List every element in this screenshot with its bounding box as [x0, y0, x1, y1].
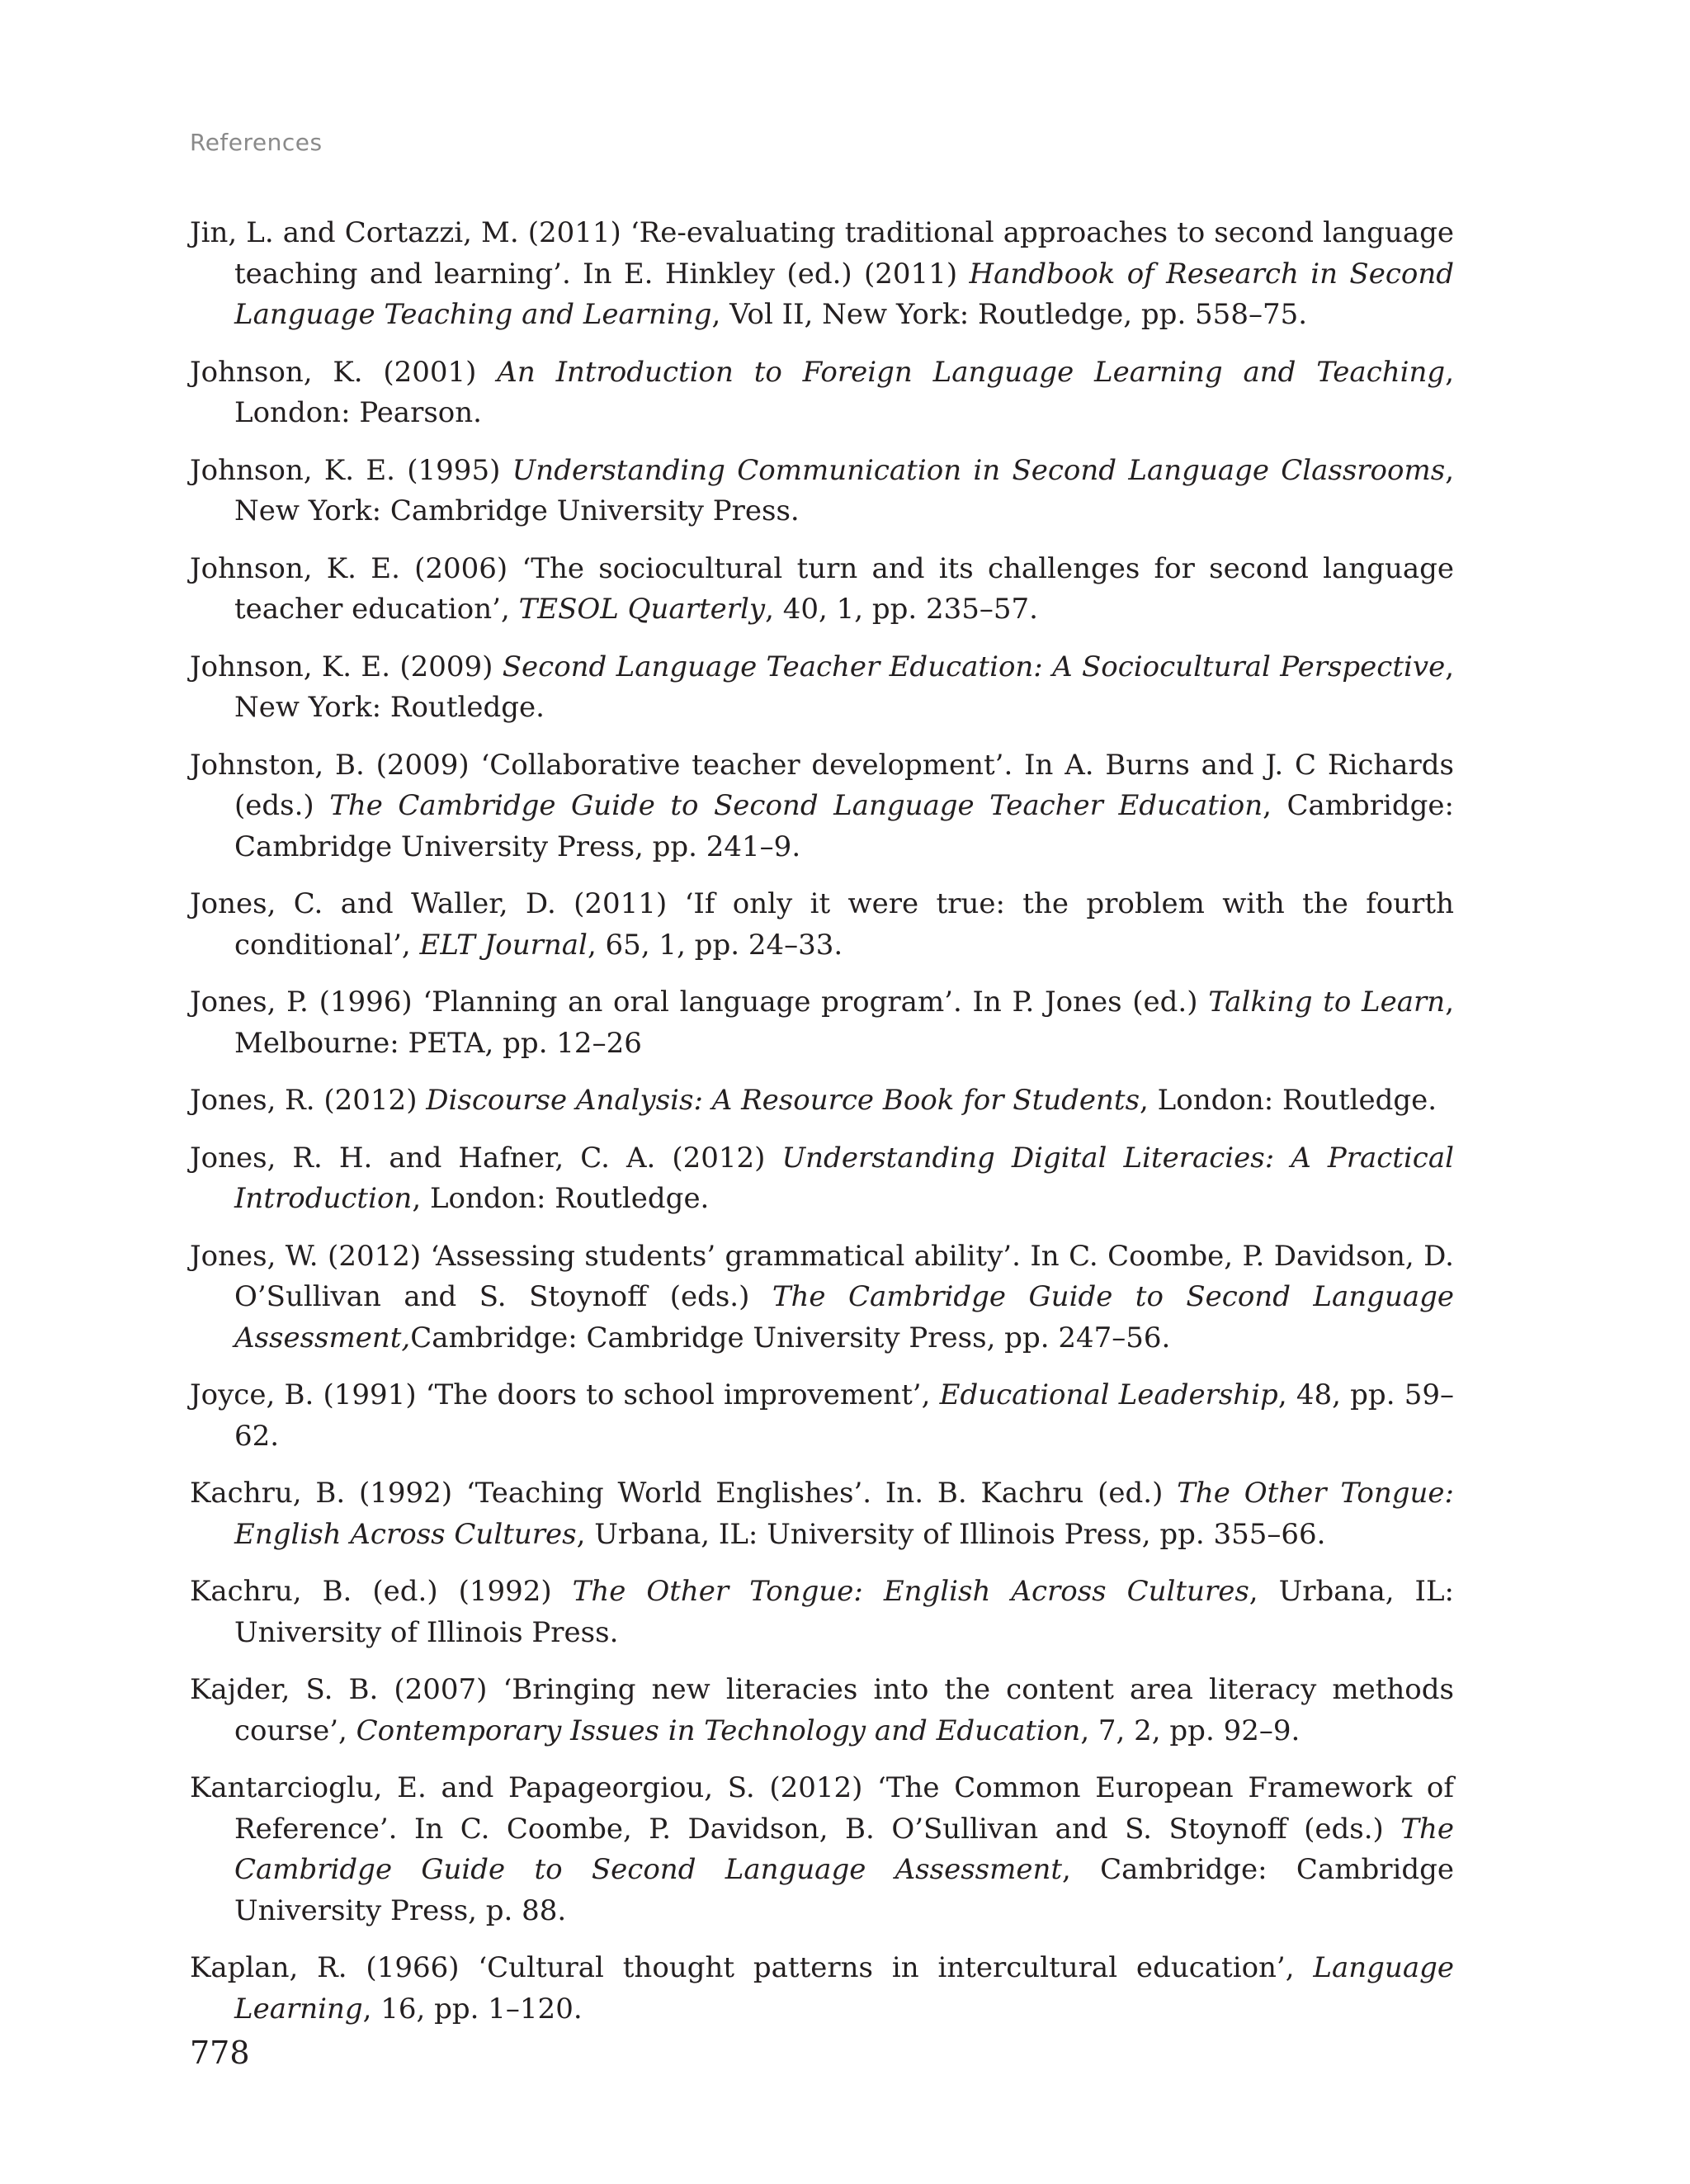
reference-text: , 48, pp. 59–62.	[234, 1378, 1454, 1453]
reference-title: Understanding Digital Literacies: A Practical Introduction	[234, 1141, 1454, 1215]
reference-text: , Cambridge: Cambridge University Press, pp. 241–9.	[234, 789, 1455, 863]
reference-text: , London: Routledge.	[412, 1182, 710, 1215]
reference-title: Handbook of Research in Second Language Teaching and Learning	[234, 257, 1454, 331]
reference-text: Kachru, B. (ed.) (1992)	[190, 1575, 573, 1608]
reference-text: Jones, P. (1996) ‘Planning an oral language program’. In P. Jones (ed.)	[190, 986, 1209, 1019]
reference-entry	[190, 1572, 1454, 1653]
reference-text: Johnson, K. (2001)	[190, 355, 498, 389]
reference-title: The Cambridge Guide to Second Language Teacher Education	[329, 789, 1263, 822]
reference-text: , New York: Cambridge University Press.	[234, 453, 1454, 527]
reference-text: , 65, 1, pp. 24–33.	[587, 928, 843, 962]
reference-text: , Urbana, IL: University of Illinois Press.	[234, 1575, 1454, 1649]
reference-text: Cambridge: Cambridge University Press, pp. 247–56.	[410, 1321, 1171, 1354]
reference-text: Johnson, K. E. (1995)	[190, 453, 512, 487]
reference-text: Kantarcioglu, E. and Papageorgiou, S. (2012) ‘The Common European Framework of Reference’. In C. Coombe, P. Davidson, B. O’Sullivan and S. Stoynoff (eds.)	[190, 1771, 1454, 1846]
reference-text: Johnston, B. (2009) ‘Collaborative teacher development’. In A. Burns and J. C Richards (eds.)	[190, 748, 1454, 822]
reference-text: Jones, R. (2012)	[190, 1084, 427, 1117]
reference-title: The Other Tongue: English Across Cultures	[234, 1477, 1454, 1551]
reference-entry	[190, 1375, 1454, 1457]
reference-text: , London: Pearson.	[234, 355, 1454, 429]
running-head: References	[190, 129, 323, 156]
reference-text: Jones, C. and Waller, D. (2011) ‘If only it were true: the problem with the fourth conditional’,	[190, 887, 1454, 962]
reference-title: Language Learning	[234, 1951, 1454, 2026]
reference-entry	[190, 1473, 1454, 1555]
reference-text: Jones, R. H. and Hafner, C. A. (2012)	[190, 1141, 782, 1175]
reference-text: Jones, W. (2012) ‘Assessing students’ grammatical ability’. In C. Coombe, P. Davidson, D. O’Sullivan and S. Stoynoff (eds.)	[190, 1239, 1454, 1313]
reference-title: ELT Journal	[419, 928, 588, 962]
reference-text: , New York: Routledge.	[234, 650, 1455, 724]
reference-title: The Cambridge Guide to Second Language Assessment,	[234, 1280, 1454, 1354]
reference-text: , Urbana, IL: University of Illinois Press, pp. 355–66.	[576, 1517, 1326, 1551]
reference-text: Kajder, S. B. (2007) ‘Bringing new literacies into the content area literacy methods course’,	[190, 1673, 1454, 1747]
reference-title: Discourse Analysis: A Resource Book for Students	[426, 1084, 1140, 1117]
reference-text: , Cambridge: Cambridge University Press, p. 88.	[234, 1853, 1454, 1927]
reference-text: , 16, pp. 1–120.	[362, 1992, 583, 2026]
reference-entry	[190, 1768, 1454, 1931]
reference-entry	[190, 1138, 1454, 1220]
reference-entry	[190, 352, 1454, 434]
reference-text: Johnson, K. E. (2006) ‘The sociocultural turn and its challenges for second language teacher education’,	[190, 551, 1454, 626]
reference-entry	[190, 1948, 1454, 2030]
reference-entry	[190, 1670, 1454, 1751]
reference-list	[190, 213, 1454, 2046]
reference-entry	[190, 647, 1454, 729]
reference-text: Johnson, K. E. (2009)	[190, 650, 503, 683]
reference-text: , London: Routledge.	[1140, 1084, 1437, 1117]
reference-entry	[190, 451, 1454, 532]
reference-text: Kaplan, R. (1966) ‘Cultural thought patterns in intercultural education’,	[190, 1951, 1314, 1984]
reference-entry	[190, 1236, 1454, 1359]
reference-title: Second Language Teacher Education: A Sociocultural Perspective	[502, 650, 1446, 683]
reference-title: The Other Tongue: English Across Cultures	[572, 1575, 1249, 1608]
reference-entry	[190, 884, 1454, 966]
reference-title: Contemporary Issues in Technology and Education	[356, 1714, 1081, 1747]
reference-text: Jin, L. and Cortazzi, M. (2011) ‘Re-evaluating traditional approaches to second language teaching and learning’. In E. Hinkley (ed.) (2011)	[190, 216, 1454, 291]
reference-title: The Cambridge Guide to Second Language Assessment	[234, 1812, 1454, 1886]
reference-text: Kachru, B. (1992) ‘Teaching World Englishes’. In. B. Kachru (ed.)	[190, 1477, 1178, 1510]
reference-title: TESOL Quarterly	[518, 593, 766, 626]
reference-text: Joyce, B. (1991) ‘The doors to school improvement’,	[190, 1378, 940, 1411]
reference-text: , Melbourne: PETA, pp. 12–26	[234, 986, 1454, 1060]
reference-title: Understanding Communication in Second Language Classrooms	[512, 453, 1446, 487]
reference-entry	[190, 745, 1454, 868]
reference-text: , 7, 2, pp. 92–9.	[1080, 1714, 1301, 1747]
reference-entry	[190, 213, 1454, 336]
reference-text: , Vol II, New York: Routledge, pp. 558–75.	[711, 298, 1308, 331]
page-number: 778	[190, 2035, 250, 2071]
reference-title: An Introduction to Foreign Language Learning and Teaching	[497, 355, 1446, 389]
reference-entry	[190, 982, 1454, 1064]
reference-title: Educational Leadership	[939, 1378, 1278, 1411]
reference-entry	[190, 1080, 1454, 1122]
reference-title: Talking to Learn	[1208, 986, 1446, 1019]
reference-text: , 40, 1, pp. 235–57.	[765, 593, 1038, 626]
reference-entry	[190, 549, 1454, 631]
